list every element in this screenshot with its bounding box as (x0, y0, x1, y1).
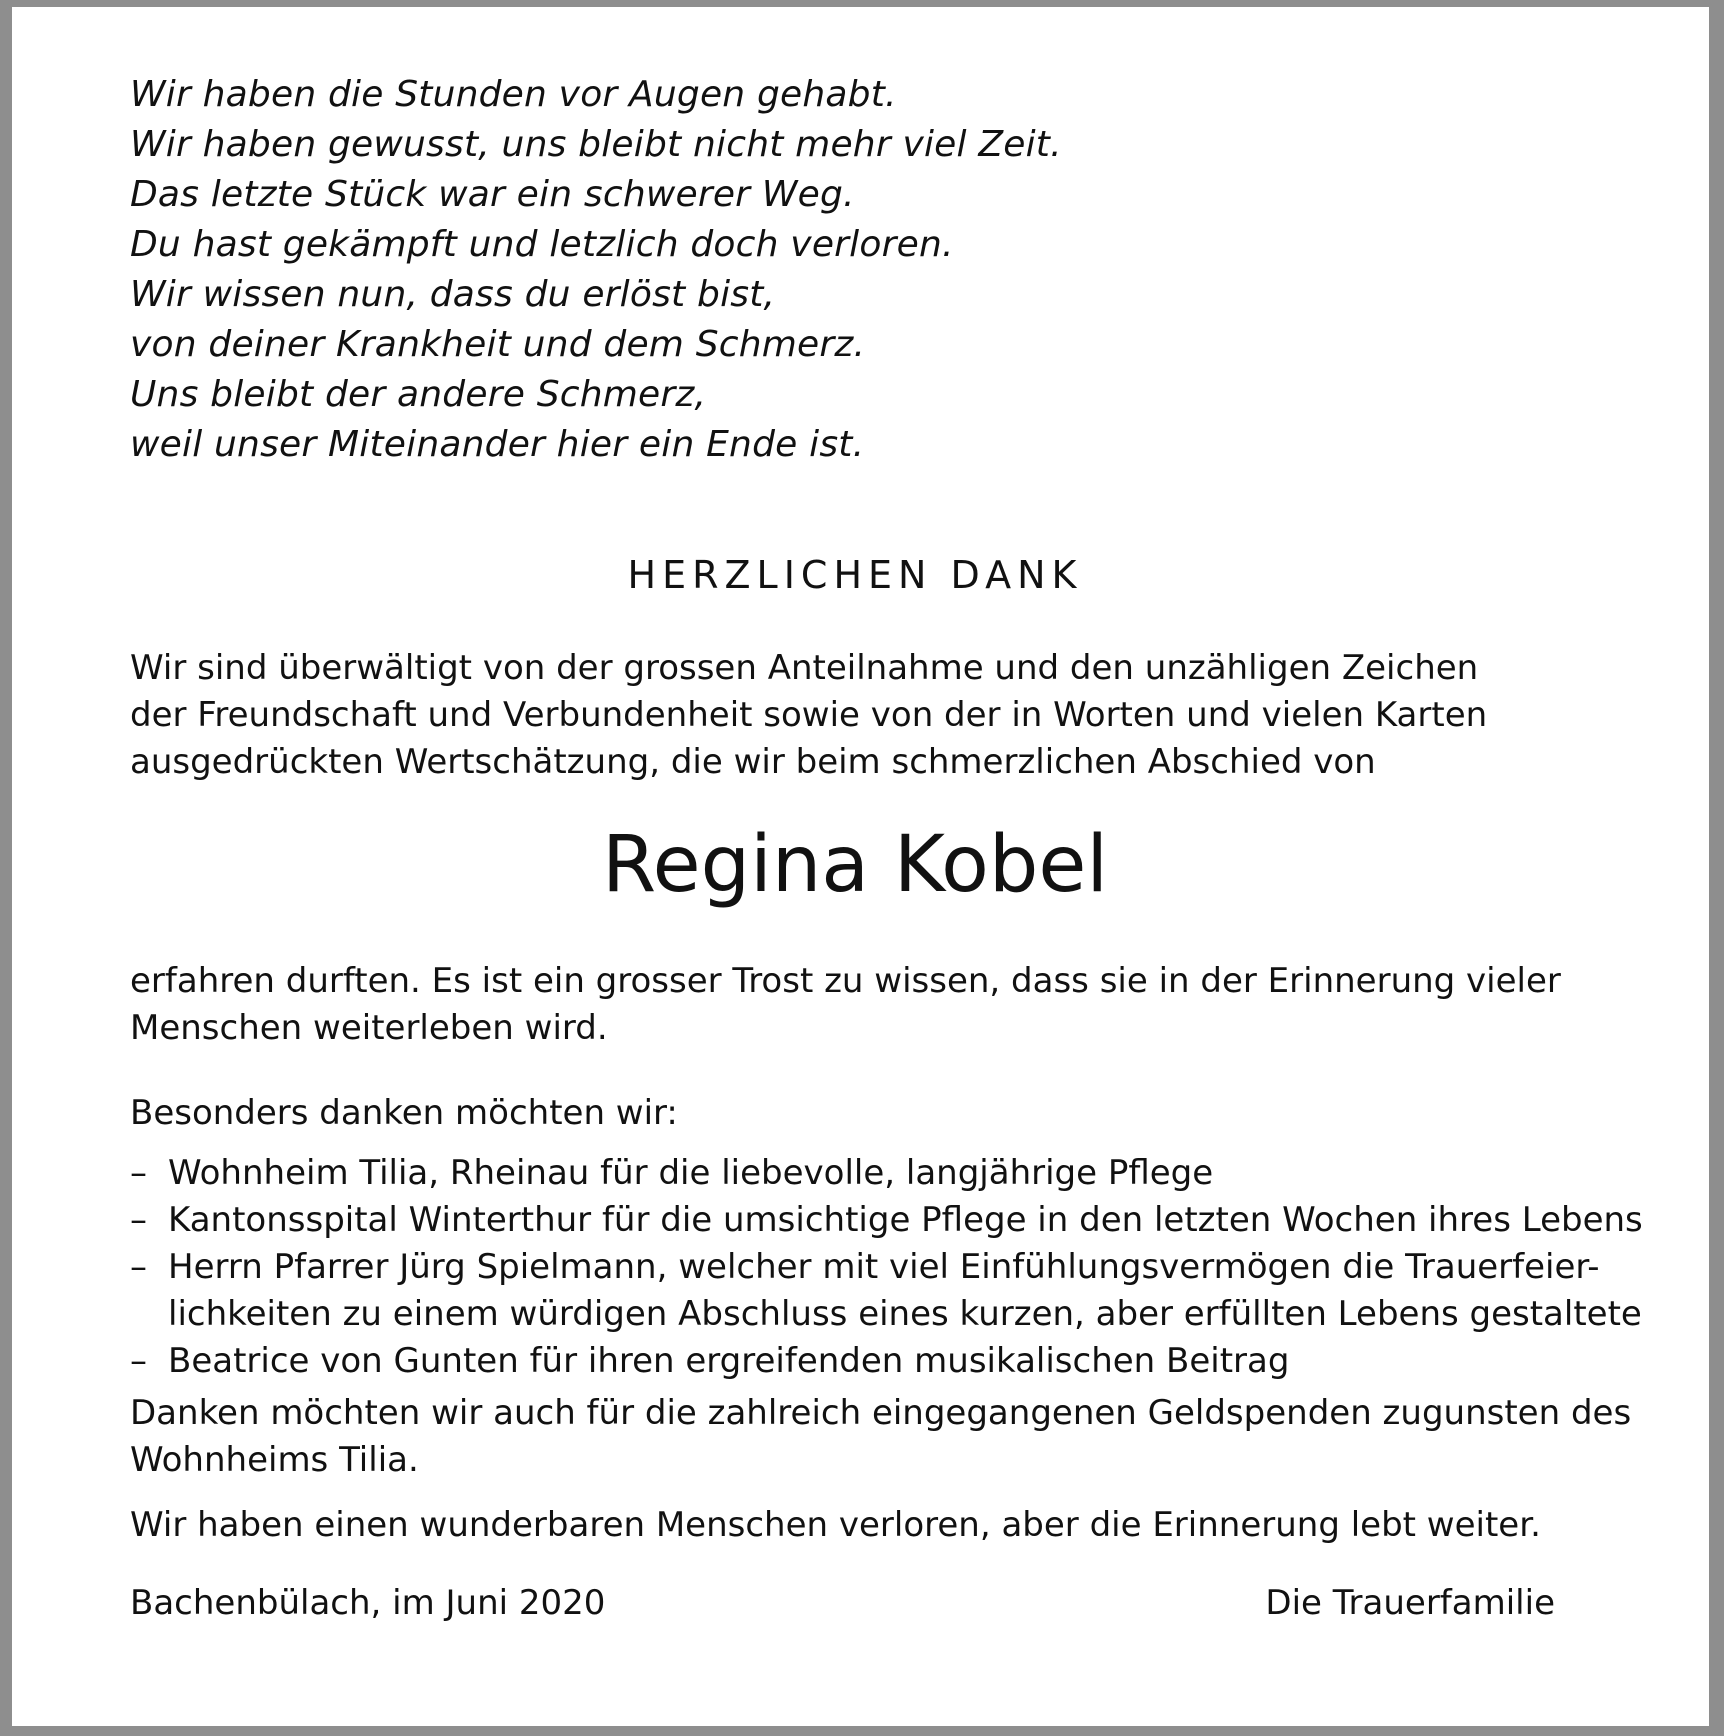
donations-line: Danken möchten wir auch für die zahlreich eingegangenen Geldspenden zugunsten des (130, 1393, 1632, 1433)
place-date: Bachenbülach, im Juni 2020 (130, 1583, 606, 1623)
list-item (130, 1197, 1643, 1244)
dash-bullet: – (130, 1153, 147, 1193)
intro-paragraph (130, 645, 1630, 786)
poem (130, 70, 1630, 470)
after-name-line: Menschen weiterleben wird. (130, 1008, 608, 1048)
list-item (130, 1150, 1630, 1197)
closing-line: Wir haben einen wunderbaren Menschen verloren, aber die Erinnerung lebt weiter. (130, 1505, 1541, 1545)
poem-line: Das letzte Stück war ein schwerer Weg. (130, 174, 855, 215)
list-item-text: Beatrice von Gunten für ihren ergreifenden musikalischen Beitrag (168, 1341, 1290, 1381)
intro-line: Wir sind überwältigt von der grossen Anteilnahme und den unzähligen Zeichen (130, 648, 1479, 688)
intro-line: ausgedrückten Wertschätzung, die wir beim schmerzlichen Abschied von (130, 742, 1376, 782)
deceased-name: Regina Kobel (601, 820, 1109, 910)
donations-paragraph (130, 1390, 1630, 1484)
heading-thanks: HERZLICHEN DANK (627, 553, 1083, 597)
list-item (130, 1244, 1642, 1338)
poem-line: Wir haben gewusst, uns bleibt nicht mehr viel Zeit. (130, 124, 1062, 165)
poem-line: Du hast gekämpft und letzlich doch verloren. (130, 224, 954, 265)
after-name-line: erfahren durften. Es ist ein grosser Trost zu wissen, dass sie in der Erinnerung vieler (130, 961, 1561, 1001)
list-item-text: Herrn Pfarrer Jürg Spielmann, welcher mit viel Einfühlungsvermögen die Trauerfeier- (168, 1247, 1600, 1287)
obituary-notice (130, 70, 1643, 1623)
special-thanks-intro: Besonders danken möchten wir: (130, 1093, 678, 1133)
after-name-paragraph (130, 958, 1630, 1052)
special-thanks-list (130, 1150, 1643, 1385)
poem-line: Wir wissen nun, dass du erlöst bist, (130, 274, 776, 315)
list-item-text: lichkeiten zu einem würdigen Abschluss eines kurzen, aber erfüllten Lebens gestaltete (168, 1294, 1642, 1334)
signature: Die Trauerfamilie (1265, 1583, 1555, 1623)
intro-line: der Freundschaft und Verbundenheit sowie von der in Worten und vielen Karten (130, 695, 1488, 735)
donations-line: Wohnheims Tilia. (130, 1440, 419, 1480)
list-item-text: Wohnheim Tilia, Rheinau für die liebevolle, langjährige Pflege (168, 1153, 1214, 1193)
poem-line: Wir haben die Stunden vor Augen gehabt. (130, 74, 897, 115)
dash-bullet: – (130, 1247, 147, 1287)
dash-bullet: – (130, 1200, 147, 1240)
poem-line: von deiner Krankheit und dem Schmerz. (130, 324, 866, 365)
list-item (130, 1338, 1630, 1385)
dash-bullet: – (130, 1341, 147, 1381)
list-item-text: Kantonsspital Winterthur für die umsichtige Pflege in den letzten Wochen ihres Lebens (168, 1200, 1643, 1240)
poem-line: Uns bleibt der andere Schmerz, (130, 374, 707, 415)
poem-line: weil unser Miteinander hier ein Ende ist. (130, 424, 865, 465)
